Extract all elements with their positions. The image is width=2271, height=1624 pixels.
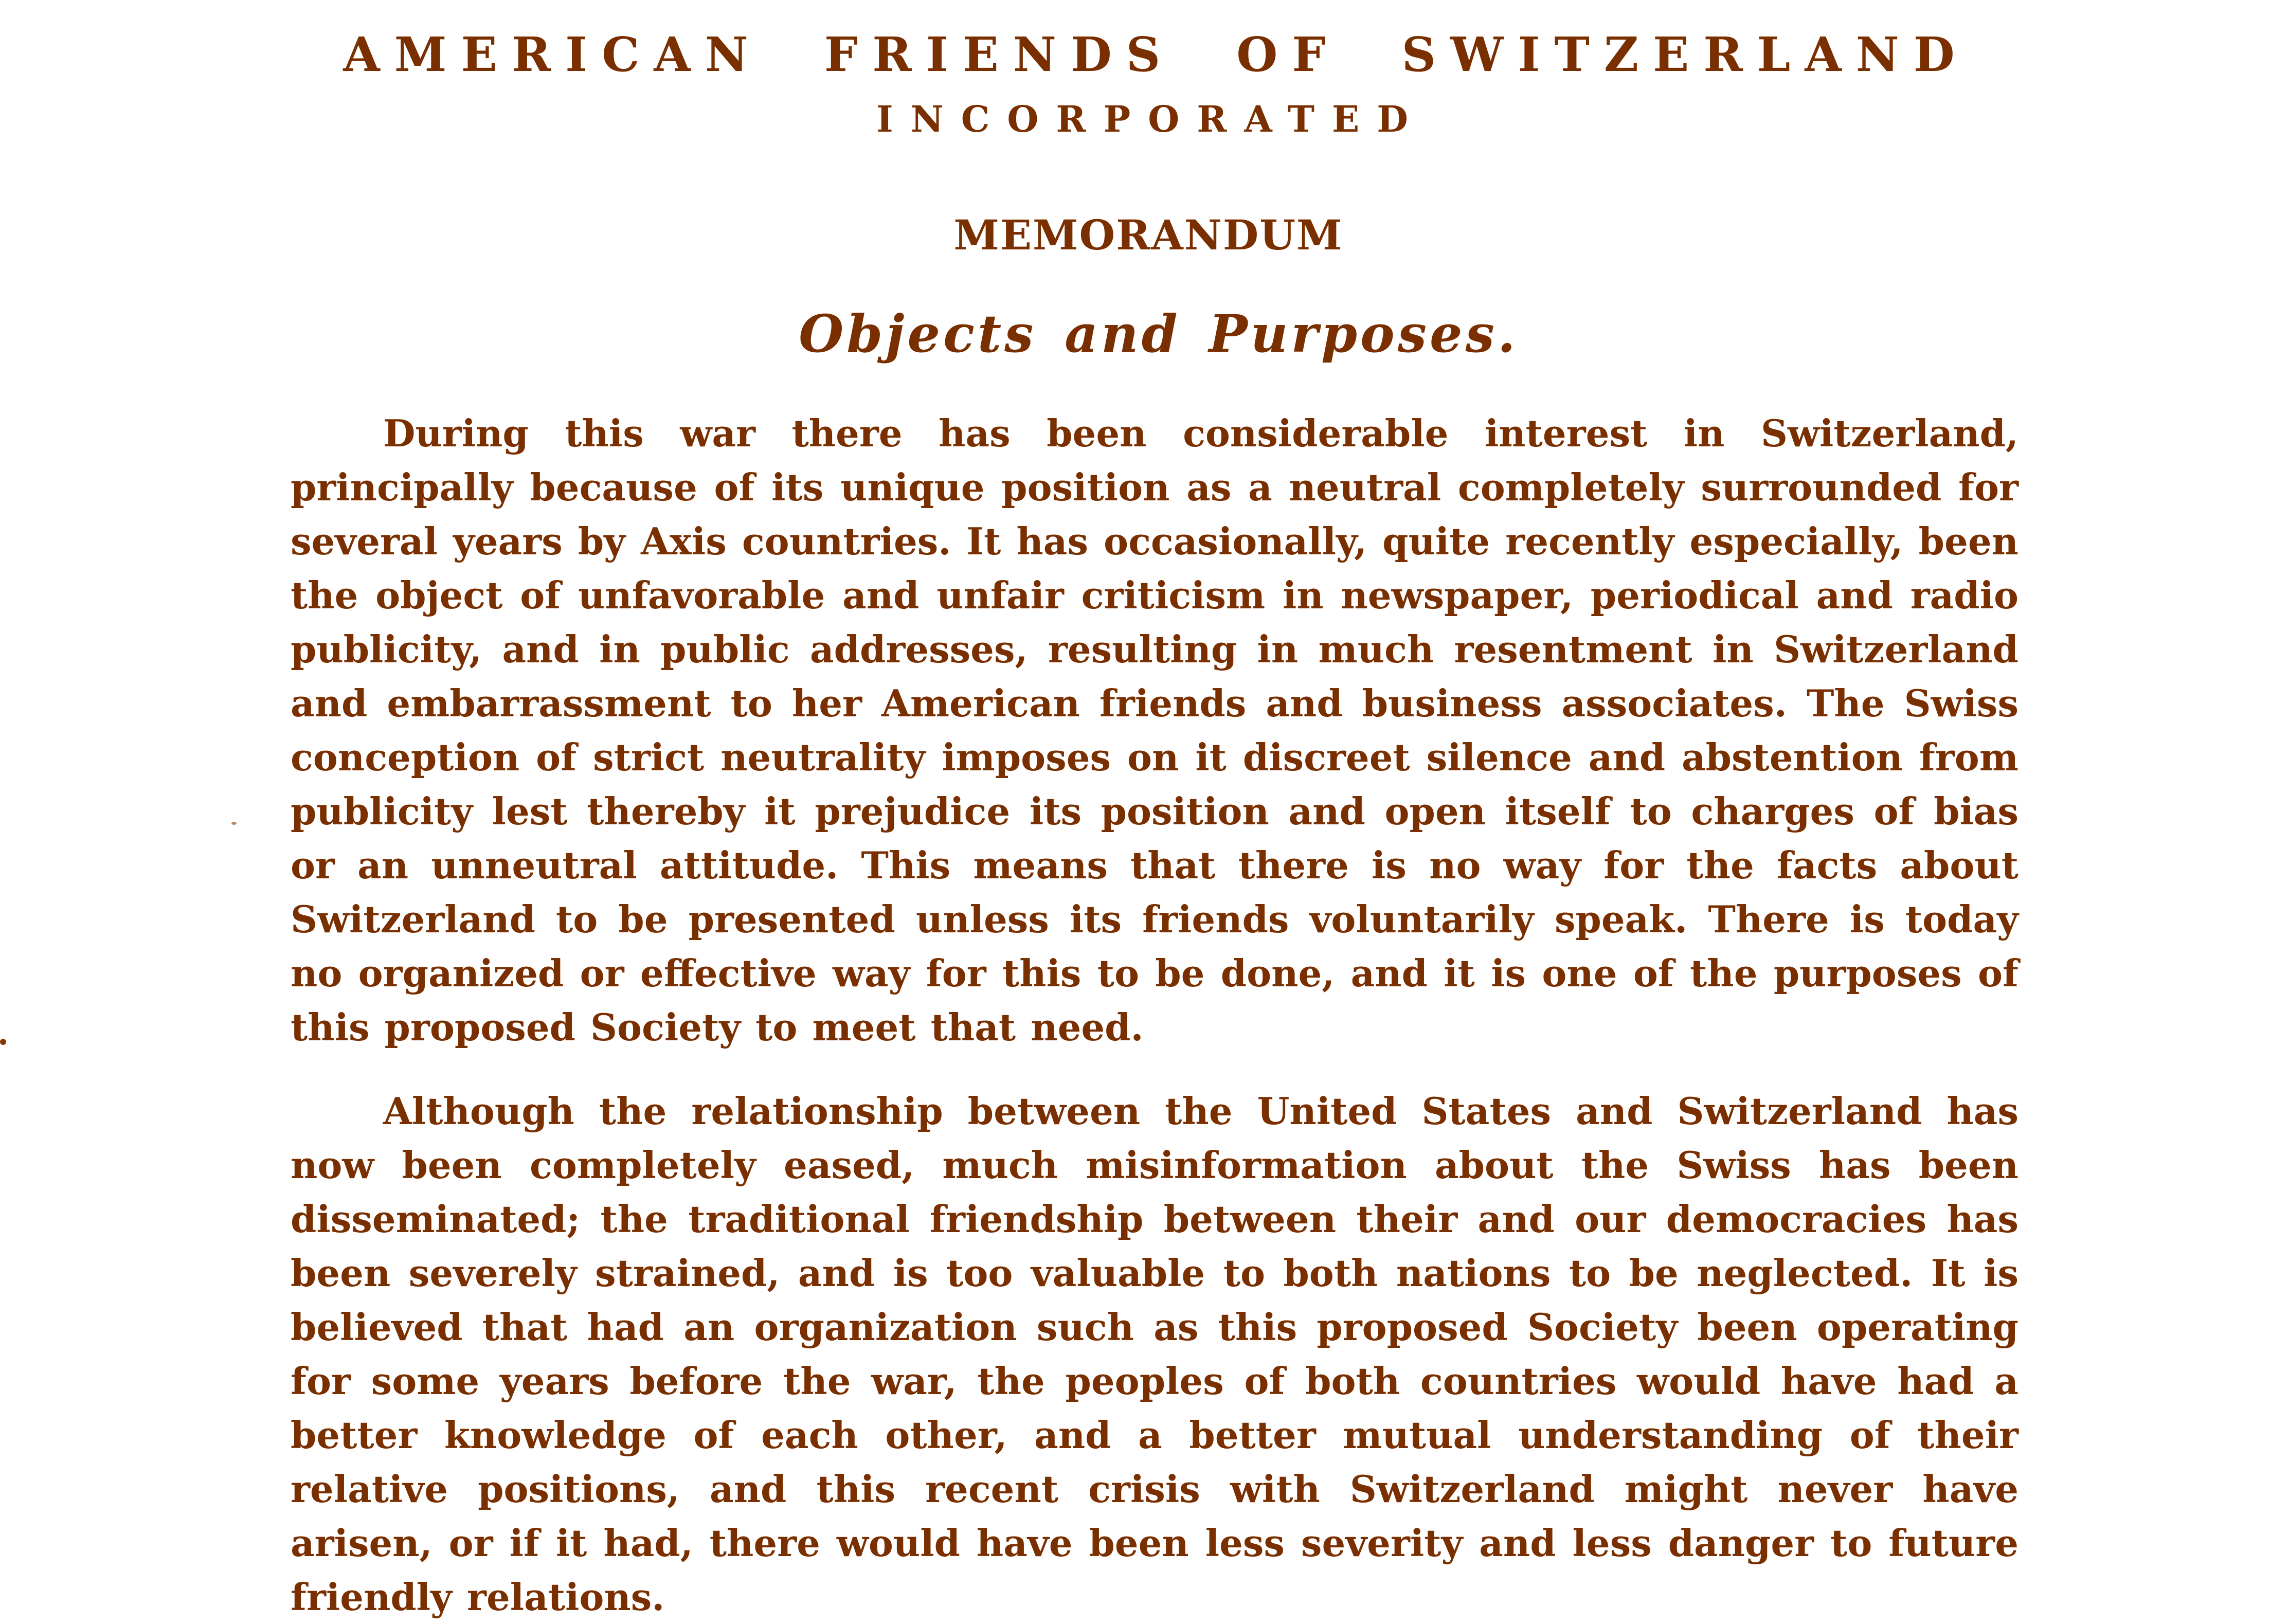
body-paragraph-1: During this war there has been considerable interest in Switzerland, principally because of its unique position as a neutral completely surrounded for several years by Axis countries. It has occasionally, quite recently especially, been the object of unfavorable and unfair criticism in newspaper, periodical and radio publicity, and in public addresses, resulting in much resentment in Switzerland and embarrassment to her American friends and business associates. The Swiss conception of strict neutrality imposes on it discreet silence and abstention from publicity lest thereby it prejudice its position and open itself to charges of bias or an unneutral attitude. This means that there is no way for the facts about Switzerland to be presented unless its friends voluntarily speak. There is today no organized or effective way for this to be done, and it is one of the purposes of this proposed Society to meet that need.	[291, 411, 2018, 1049]
ink-speck-mark	[0, 1039, 6, 1045]
memo-heading: MEMORANDUM	[953, 211, 1343, 259]
ink-speck-mark	[231, 822, 237, 825]
organization-suffix: INCORPORATED	[876, 98, 1426, 140]
organization-name: AMERICAN FRIENDS OF SWITZERLAND	[343, 27, 1969, 82]
body-paragraph-2: Although the relationship between the United States and Switzerland has now been completely eased, much misinformation about the Swiss has been disseminated; the traditional friendship between their and our democracies has been severely strained, and is too valuable to both nations to be neglected. It is believed that had an organization such as this proposed Society been operating for some years before the war, the peoples of both countries would have had a better knowledge of each other, and a better mutual understanding of their relative positions, and this recent crisis with Switzerland might never have arisen, or if it had, there would have been less severity and less danger to future friendly relations.	[291, 1089, 2018, 1619]
memo-subtitle: Objects and Purposes.	[799, 303, 1519, 364]
